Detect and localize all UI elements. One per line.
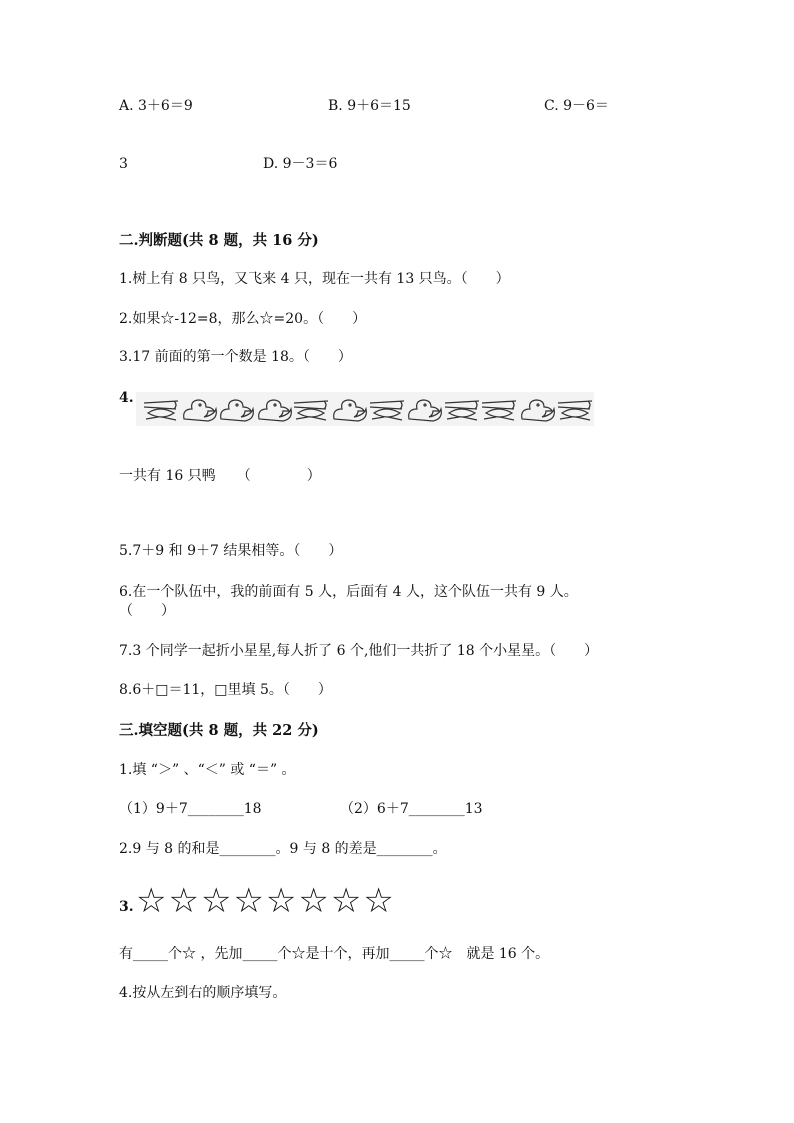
fill-question-3: 有_____个☆ ，先加_____个☆是十个，再加_____个☆ 就是 16 个。 (119, 946, 550, 962)
judge-question-7: 7.3 个同学一起折小星星,每人折了 6 个,他们一共折了 18 个小星星。（ ） (119, 643, 599, 659)
duck-picture-row (136, 392, 594, 426)
judge-question-3: 3.17 前面的第一个数是 18。（ ） (119, 349, 352, 365)
option-b: B. 9＋6＝15 (328, 98, 411, 114)
judge-question-6: 6.在一个队伍中，我的前面有 5 人，后面有 4 人，这个队伍一共有 9 人。 (119, 584, 578, 600)
duck-icon (516, 395, 558, 423)
fill-question-1: 1.填 “＞” 、“＜” 或 “＝” 。 (119, 762, 296, 778)
fill-question-3-label: 3. (119, 899, 134, 915)
dragonfly-icon (140, 395, 182, 423)
dragonfly-icon (290, 395, 332, 423)
option-a: A. 3＋6＝9 (119, 98, 193, 114)
fill-question-1-part-1: （1）9＋7________18 (119, 801, 262, 817)
option-c-continued: 3 (119, 156, 128, 172)
judge-question-4-text: 一共有 16 只鸭 （ ） (119, 468, 321, 484)
judge-question-8: 8.6＋□＝11，□里填 5。（ ） (119, 682, 332, 698)
fill-question-4: 4.按从左到右的顺序填写。 (119, 985, 287, 1001)
dragonfly-icon (441, 395, 483, 423)
dragonfly-icon (478, 395, 520, 423)
judge-question-1: 1.树上有 8 只鸟，又飞来 4 只，现在一共有 13 只鸟。（ ） (119, 271, 510, 287)
fill-question-2: 2.9 与 8 的和是________。9 与 8 的差是________。 (119, 841, 447, 857)
duck-icon (215, 395, 257, 423)
duck-icon (403, 395, 445, 423)
judge-question-4-label: 4. (119, 390, 134, 406)
option-c: C. 9－6＝ (544, 98, 609, 114)
dragonfly-icon (554, 395, 596, 423)
dragonfly-icon (366, 395, 408, 423)
section-3-title: 三.填空题(共 8 题，共 22 分) (119, 722, 319, 739)
option-d: D. 9－3＝6 (263, 156, 338, 172)
judge-question-2: 2.如果☆-12=8，那么☆=20。（ ） (119, 311, 367, 327)
fill-question-1-part-2: （2）6＋7________13 (340, 801, 483, 817)
star-row: ☆☆☆☆☆☆☆☆ (136, 881, 396, 921)
section-2-title: 二.判断题(共 8 题，共 16 分) (119, 232, 319, 249)
judge-question-5: 5.7＋9 和 9＋7 结果相等。（ ） (119, 543, 343, 559)
duck-icon (178, 395, 220, 423)
duck-icon (328, 395, 370, 423)
duck-icon (253, 395, 295, 423)
judge-question-6-bracket: （ ） (119, 603, 175, 619)
